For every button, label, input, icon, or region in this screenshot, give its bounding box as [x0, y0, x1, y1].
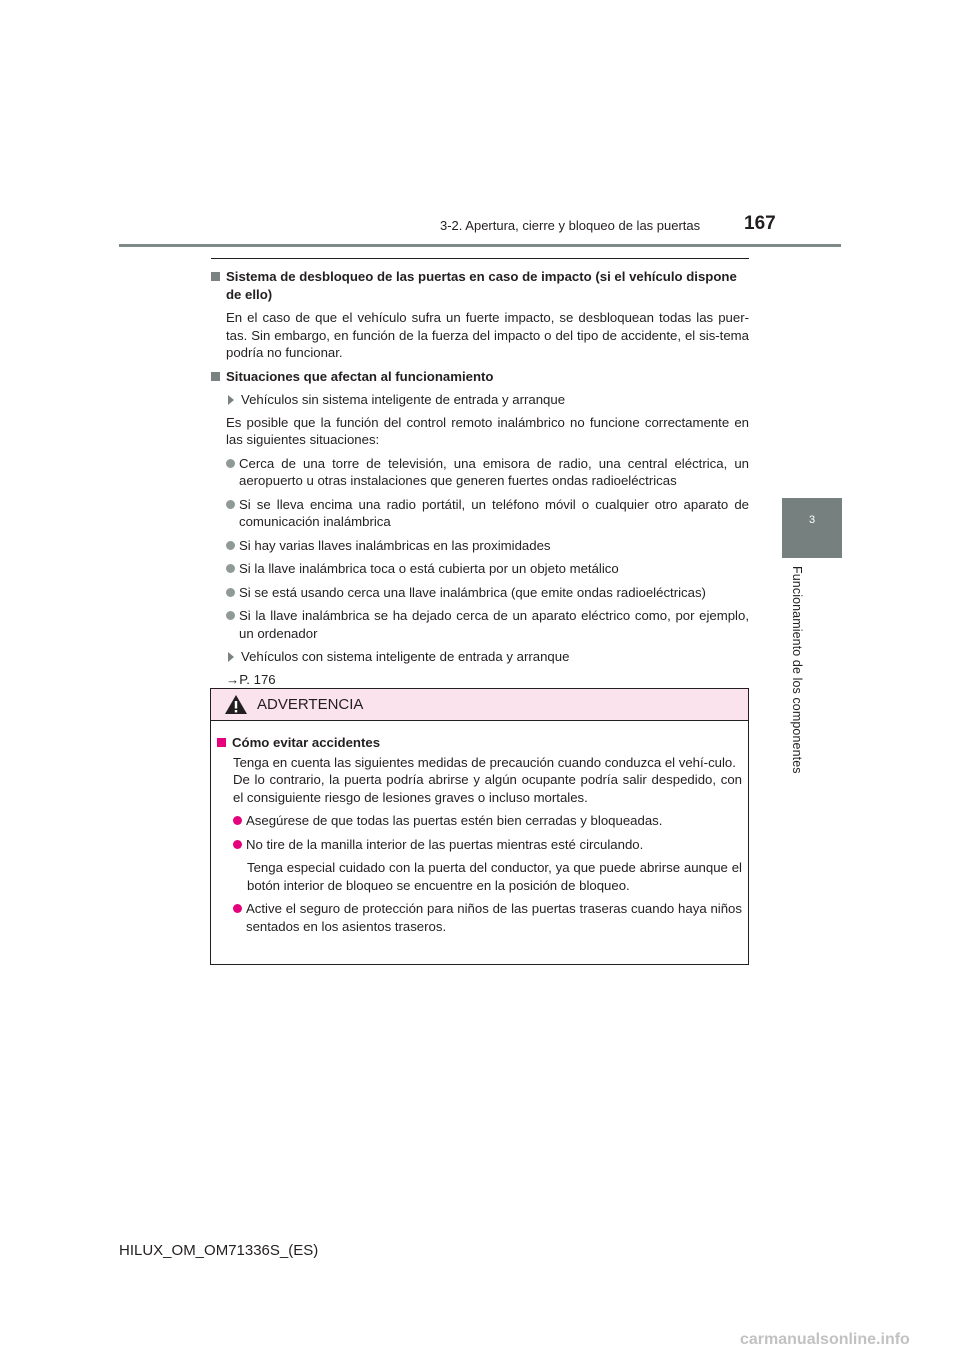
warning-heading-text: Cómo evitar accidentes [232, 735, 381, 750]
header-section-title: 3-2. Apertura, cierre y bloqueo de las puertas [440, 218, 701, 233]
page-reference-link[interactable]: →P. 176 [226, 671, 276, 687]
subheading-text: Vehículos sin sistema inteligente de entrada y arranque [241, 392, 566, 407]
section-heading-situations [211, 368, 749, 386]
warning-text-line: Tenga en cuenta las siguientes medidas de precaución cuando conduzca el vehí-culo. [233, 754, 736, 770]
section-heading-impact [211, 268, 749, 303]
list-item [226, 584, 749, 602]
circle-bullet-icon [226, 500, 235, 509]
subheading-with-smart-key [226, 648, 749, 666]
circle-bullet-icon [226, 564, 235, 573]
warning-box [210, 688, 749, 965]
warning-title: ADVERTENCIA [257, 696, 364, 713]
square-bullet-icon [211, 372, 220, 381]
list-item [226, 607, 749, 642]
triangle-arrow-icon [228, 395, 234, 405]
list-item-text: Asegúrese de que todas las puertas estén bien cerradas y bloqueadas. [246, 813, 663, 828]
warning-body [211, 721, 748, 935]
list-item-text: No tire de la manilla interior de las puertas mientras esté circulando. [246, 836, 644, 852]
main-content [211, 258, 749, 688]
list-item-text: Si la llave inalámbrica se ha dejado cerca de un aparato eléctrico como, por ejemplo, un ordenador [239, 608, 749, 641]
triangle-arrow-icon [228, 652, 234, 662]
warning-text-line: De lo contrario, la puerta podría abrirse y algún ocupante podría salir despedido, con el consiguiente riesgo de lesiones graves o incluso mortales. [233, 772, 742, 805]
list-item [233, 836, 742, 854]
list-item [226, 560, 749, 578]
warning-triangle-icon [224, 694, 248, 720]
list-item [233, 900, 742, 935]
list-item-text: Si hay varias llaves inalámbricas en las proximidades [239, 537, 551, 553]
side-tab-label: Funcionamiento de los componentes [790, 566, 804, 774]
list-item-note: Tenga especial cuidado con la puerta del conductor, ya que puede abrirse aunque el botón interior de bloqueo se encuentre en la posición de bloqueo. [247, 860, 742, 893]
section-intro: Es posible que la función del control remoto inalámbrico no funcione correctamente en las siguientes situaciones: [226, 414, 749, 447]
header-rule [119, 244, 841, 247]
list-item-text: Si se lleva encima una radio portátil, un teléfono móvil o cualquier otro aparato de comunicación inalámbrica [239, 496, 749, 529]
page-number: 167 [744, 213, 776, 234]
circle-bullet-icon [226, 459, 235, 468]
watermark: carmanualsonline.info [740, 1331, 910, 1348]
circle-bullet-icon [233, 904, 242, 913]
list-item-text: Si la llave inalámbrica toca o está cubierta por un objeto metálico [239, 561, 619, 576]
subheading-text: Vehículos con sistema inteligente de entrada y arranque [241, 649, 570, 664]
circle-bullet-icon [226, 541, 235, 550]
warning-heading [217, 734, 742, 752]
footer-document-code: HILUX_OM_OM71336S_(ES) [119, 1242, 319, 1259]
subheading-without-smart-key [226, 391, 749, 409]
list-item [226, 455, 749, 490]
square-bullet-icon [217, 738, 226, 747]
top-rule [211, 258, 749, 259]
section-title: Situaciones que afectan al funcionamiento [226, 368, 494, 384]
list-item-text: Active el seguro de protección para niños de las puertas traseras cuando haya niños sentados en los asientos traseros. [246, 901, 742, 934]
side-tab [782, 498, 842, 558]
list-item-text: Cerca de una torre de televisión, una emisora de radio, una central eléctrica, un aeropuerto u otras instalaciones que generen fuertes ondas radioeléctricas [239, 455, 749, 488]
square-bullet-icon [211, 272, 220, 281]
list-item [233, 812, 742, 830]
circle-bullet-icon [233, 840, 242, 849]
circle-bullet-icon [233, 816, 242, 825]
section-title: Sistema de desbloqueo de las puertas en caso de impacto (si el vehículo dispone de ello) [226, 269, 737, 302]
list-item [226, 496, 749, 531]
warning-text [233, 754, 742, 807]
circle-bullet-icon [226, 588, 235, 597]
section-text: En el caso de que el vehículo sufra un fuerte impacto, se desbloquean todas las puer-tas. Sin embargo, en función de la fuerza del impacto o del tipo de accidente, el sis-tema podría no funcionar. [226, 310, 749, 360]
circle-bullet-icon [226, 611, 235, 620]
warning-header [211, 689, 748, 721]
list-item-text: Si se está usando cerca una llave inalámbrica (que emite ondas radioeléctricas) [239, 584, 706, 600]
side-tab-number: 3 [808, 514, 816, 526]
list-item [226, 537, 749, 555]
